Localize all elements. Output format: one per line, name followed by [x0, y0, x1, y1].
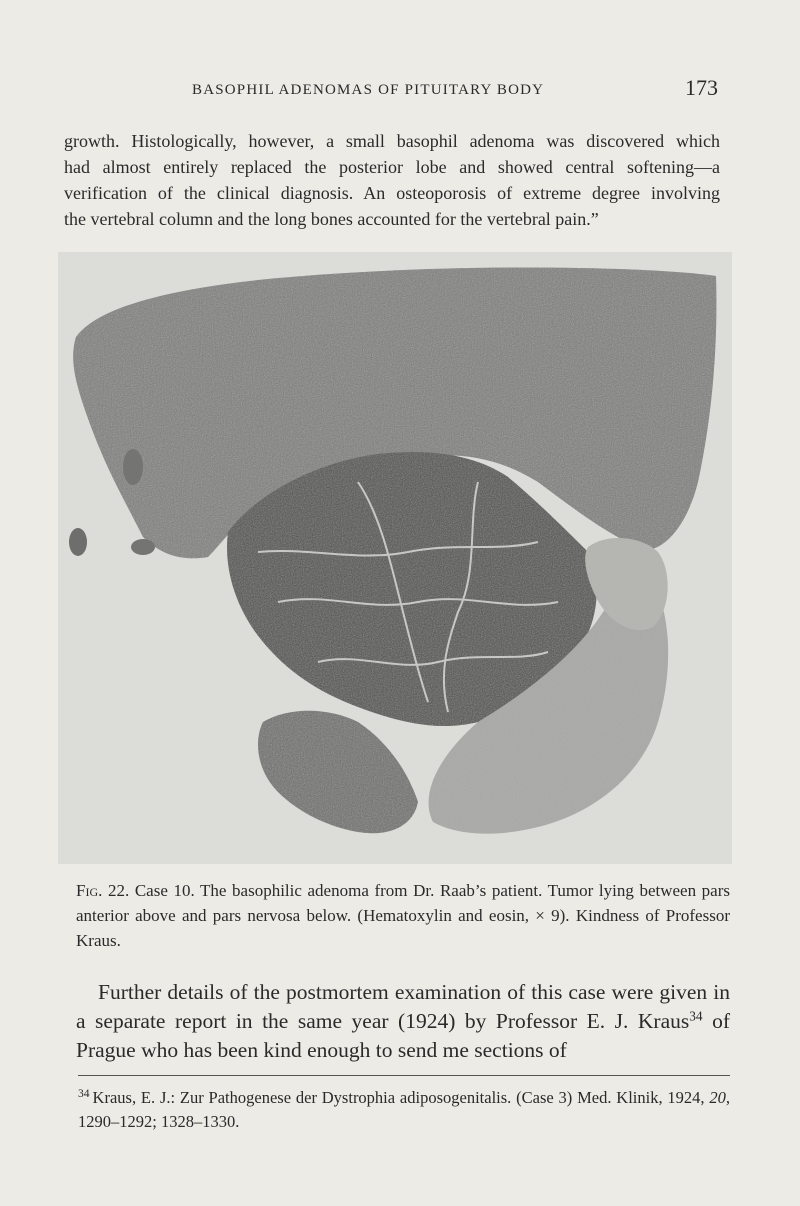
paragraph-line: verification of the clinical diagnosis. An osteoporosis of extreme degree involving: [64, 183, 720, 203]
micrograph-figure: [58, 252, 732, 864]
figure-label: Fig. 22.: [76, 881, 130, 900]
footnote-text: Kraus, E. J.: Zur Pathogenese der Dystrophia adiposogenitalis. (Case 3) Med. Klinik, 1924,: [92, 1087, 710, 1107]
body-paragraph: [76, 978, 730, 1065]
body-text-continued: of Prague who has been kind enough to send me sections of: [76, 1009, 730, 1062]
figure-caption: [76, 878, 730, 953]
paragraph-line: had almost entirely replaced the posterior lobe and showed central softening—a: [64, 157, 720, 177]
top-paragraph: [64, 128, 720, 232]
footnote-reference: 34: [689, 1008, 703, 1024]
paragraph-line: the vertebral column and the long bones accounted for the vertebral pain.”: [64, 209, 599, 229]
running-title: BASOPHIL ADENOMAS OF PITUITARY BODY: [192, 82, 545, 98]
tissue-fragment: [123, 449, 143, 485]
page-number: 173: [685, 75, 718, 100]
footnote-volume: 20: [709, 1087, 726, 1107]
footnote-number: 34: [78, 1088, 90, 1100]
paragraph-line: growth. Histologically, however, a small basophil adenoma was discovered which: [64, 131, 720, 151]
footnote-text-end: , 1290–1292; 1328–1330.: [78, 1087, 730, 1131]
tissue-fragment: [131, 539, 155, 555]
tissue-fragment: [69, 528, 87, 556]
figure-caption-text: Case 10. The basophilic adenoma from Dr. Raab’s patient. Tumor lying between pars anterior above and pars nervosa below. (Hematoxylin and eosin, × 9). Kindness of Professor Kraus.: [76, 881, 731, 950]
body-text: Further details of the postmortem examination of this case were given in a separate report in the same year (1924) by Professor E. J. Kraus: [76, 980, 730, 1033]
running-head: [64, 75, 720, 108]
micrograph-image: [58, 252, 732, 864]
footnote-rule: [78, 1075, 730, 1076]
footnote: [78, 1082, 730, 1134]
